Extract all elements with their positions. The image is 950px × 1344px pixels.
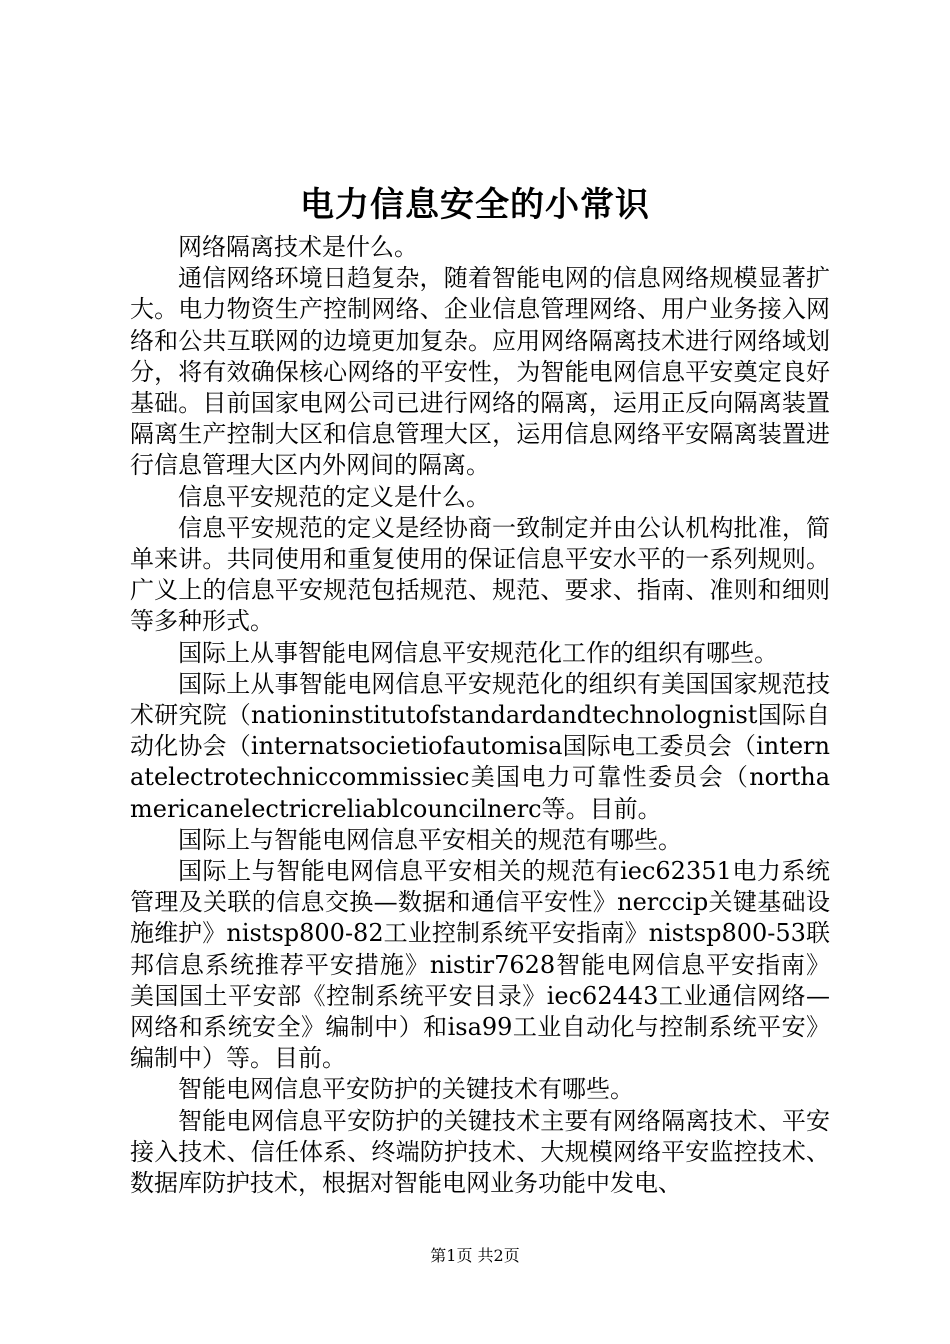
paragraph-answer-international-orgs: 国际上从事智能电网信息平安规范化的组织有美国国家规范技术研究院（nationinstitutofstandardandtechnolognist国际自动化协会（internatsocietiofautomisa国际电工委员会（internatelectrotechniccommissiec美国电力可靠性委员会（northamericanelectricreliablcouncilnerc等。目前。 [130,669,830,823]
paragraph-question-key-technologies: 智能电网信息平安防护的关键技术有哪些。 [178,1075,634,1104]
paragraph-question-network-isolation: 网络隔离技术是什么。 [178,233,418,261]
paragraph-question-related-standards: 国际上与智能电网信息平安相关的规范有哪些。 [178,825,682,854]
paragraph-answer-network-isolation: 通信网络环境日趋复杂，随着智能电网的信息网络规模显著扩大。电力物资生产控制网络、企业信息管理网络、用户业务接入网络和公共互联网的边境更加复杂。应用网络隔离技术进行网络域划分，将有效确保核心网络的平安性，为智能电网信息平安奠定良好基础。目前国家电网公司已进行网络的隔离，运用正反向隔离装置隔离生产控制大区和信息管理大区，运用信息网络平安隔离装置进行信息管理大区内外网间的隔离。 [130,264,830,480]
paragraph-answer-key-technologies: 智能电网信息平安防护的关键技术主要有网络隔离技术、平安接入技术、信任体系、终端防护技术、大规模网络平安监控技术、数据库防护技术，根据对智能电网业务功能中发电、 [130,1106,830,1198]
page-footer: 第1页 共2页 [430,1246,520,1265]
paragraph-question-international-orgs: 国际上从事智能电网信息平安规范化工作的组织有哪些。 [178,638,778,667]
paragraph-answer-related-standards: 国际上与智能电网信息平安相关的规范有iec62351电力系统管理及关联的信息交换—数据和通信平安性》nerccip关键基础设施维护》nistsp800-82工业控制系统平安指南》nistsp800-53联邦信息系统推荐平安措施》nistir7628智能电网信息平安指南》美国国土平安部《控制系统平安目录》iec62443工业通信网络—网络和系统安全》编制中）和isa99工业自动化与控制系统平安》编制中）等。目前。 [130,857,830,1073]
paragraph-question-security-standard: 信息平安规范的定义是什么。 [178,482,490,511]
document-title: 电力信息安全的小常识 [300,185,650,225]
paragraph-answer-security-standard: 信息平安规范的定义是经协商一致制定并由公认机构批准，简单来讲。共同使用和重复使用的保证信息平安水平的一系列规则。广义上的信息平安规范包括规范、规范、要求、指南、准则和细则等多种形式。 [130,513,830,636]
document-body [130,232,830,1199]
